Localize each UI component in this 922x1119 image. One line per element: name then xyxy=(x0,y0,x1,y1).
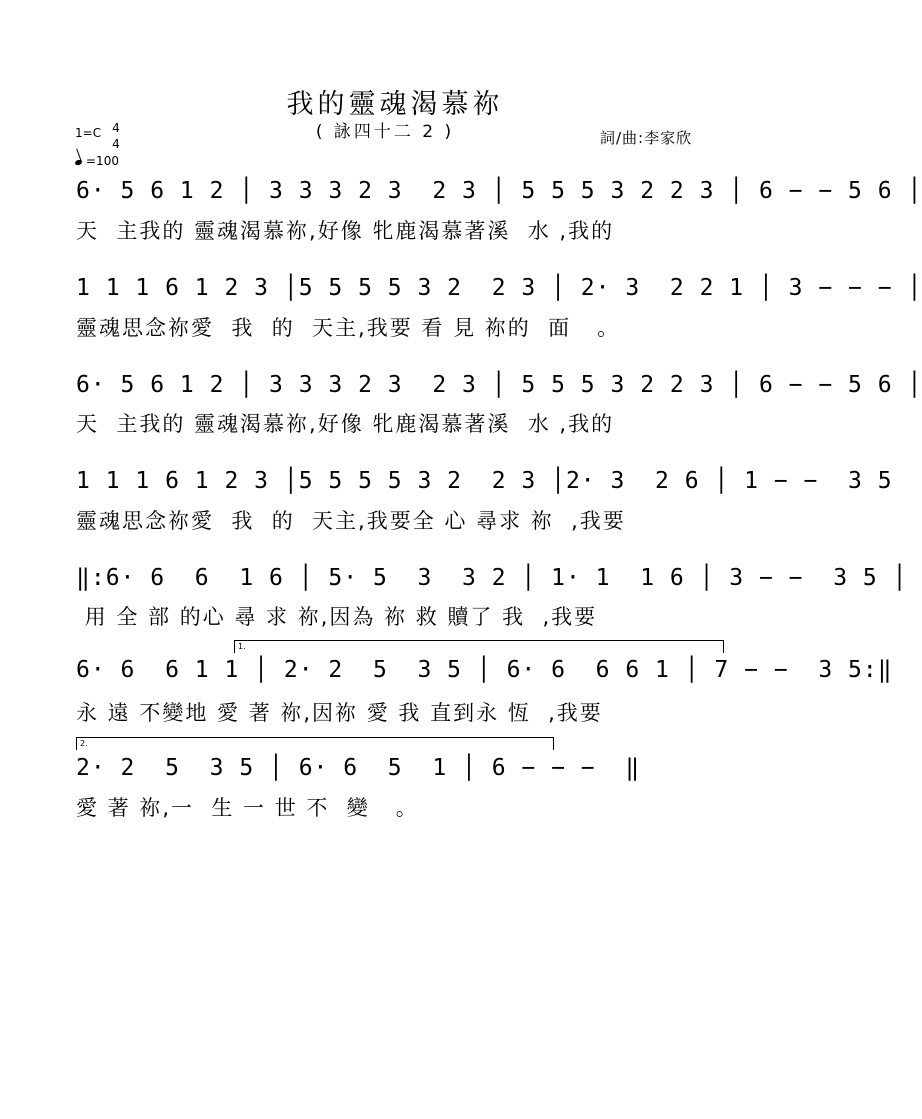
key-signature: 1=C xyxy=(75,126,102,140)
second-ending-label: 2. xyxy=(80,739,88,748)
time-signature-top: 4 xyxy=(112,121,120,135)
system-7-lyrics: 愛 著 祢,一 生 一 世 不 變 。 xyxy=(76,796,419,820)
system-1-lyrics: 天 主我的 靈魂渴慕祢,好像 牝鹿渴慕著溪 水 ,我的 xyxy=(76,219,615,243)
system-3-lyrics: 天 主我的 靈魂渴慕祢,好像 牝鹿渴慕著溪 水 ,我的 xyxy=(76,412,615,436)
system-7-notes: 2· 2 5 3 5 │ 6· 6 5 1 │ 6 − − − ‖ xyxy=(76,755,641,781)
first-ending-label: 1. xyxy=(238,642,246,651)
tempo-value: =100 xyxy=(86,154,119,168)
quarter-note-icon xyxy=(74,159,82,166)
system-3-notes: 6· 5 6 1 2 │ 3 3 3 2 3 2 3 │ 5 5 5 3 2 2 3 │ 6 − − 5 6 │ xyxy=(76,372,922,398)
system-6-lyrics: 永 遠 不變地 愛 著 祢,因祢 愛 我 直到永 恆 ,我要 xyxy=(76,701,603,725)
song-title: 我的靈魂渴慕祢 xyxy=(286,89,504,120)
time-signature-bottom: 4 xyxy=(112,137,120,151)
system-2-lyrics: 靈魂思念祢愛 我 的 天主,我要 看 見 祢的 面 。 xyxy=(76,316,621,340)
second-ending-bracket xyxy=(76,737,554,750)
system-6-notes: 6· 6 6 1 1 │ 2· 2 5 3 5 │ 6· 6 6 6 1 │ 7 − − 3 5:‖ xyxy=(76,657,893,683)
scripture-reference: ( 詠四十二 2 ) xyxy=(315,122,455,142)
system-5-notes: ‖:6· 6 6 1 6 │ 5· 5 3 3 2 │ 1· 1 1 6 │ 3 − − 3 5 │ xyxy=(76,565,908,591)
system-4-lyrics: 靈魂思念祢愛 我 的 天主,我要全 心 尋求 祢 ,我要 xyxy=(76,509,626,533)
author-credit: 詞/曲:李家欣 xyxy=(600,129,693,147)
system-5-lyrics: 用 全 部 的心 尋 求 祢,因為 祢 救 贖了 我 ,我要 xyxy=(76,605,598,629)
tempo-marking xyxy=(75,154,119,168)
system-4-notes: 1 1 1 6 1 2 3 │5 5 5 5 3 2 2 3 │2· 3 2 6 │ 1 − − 3 5 xyxy=(76,468,893,494)
system-2-notes: 1 1 1 6 1 2 3 │5 5 5 5 3 2 2 3 │ 2· 3 2 2 1 │ 3 − − − │ xyxy=(76,275,922,301)
time-signature xyxy=(111,120,121,152)
first-ending-bracket xyxy=(234,640,724,653)
system-1-notes: 6· 5 6 1 2 │ 3 3 3 2 3 2 3 │ 5 5 5 3 2 2 3 │ 6 − − 5 6 │ xyxy=(76,178,922,204)
